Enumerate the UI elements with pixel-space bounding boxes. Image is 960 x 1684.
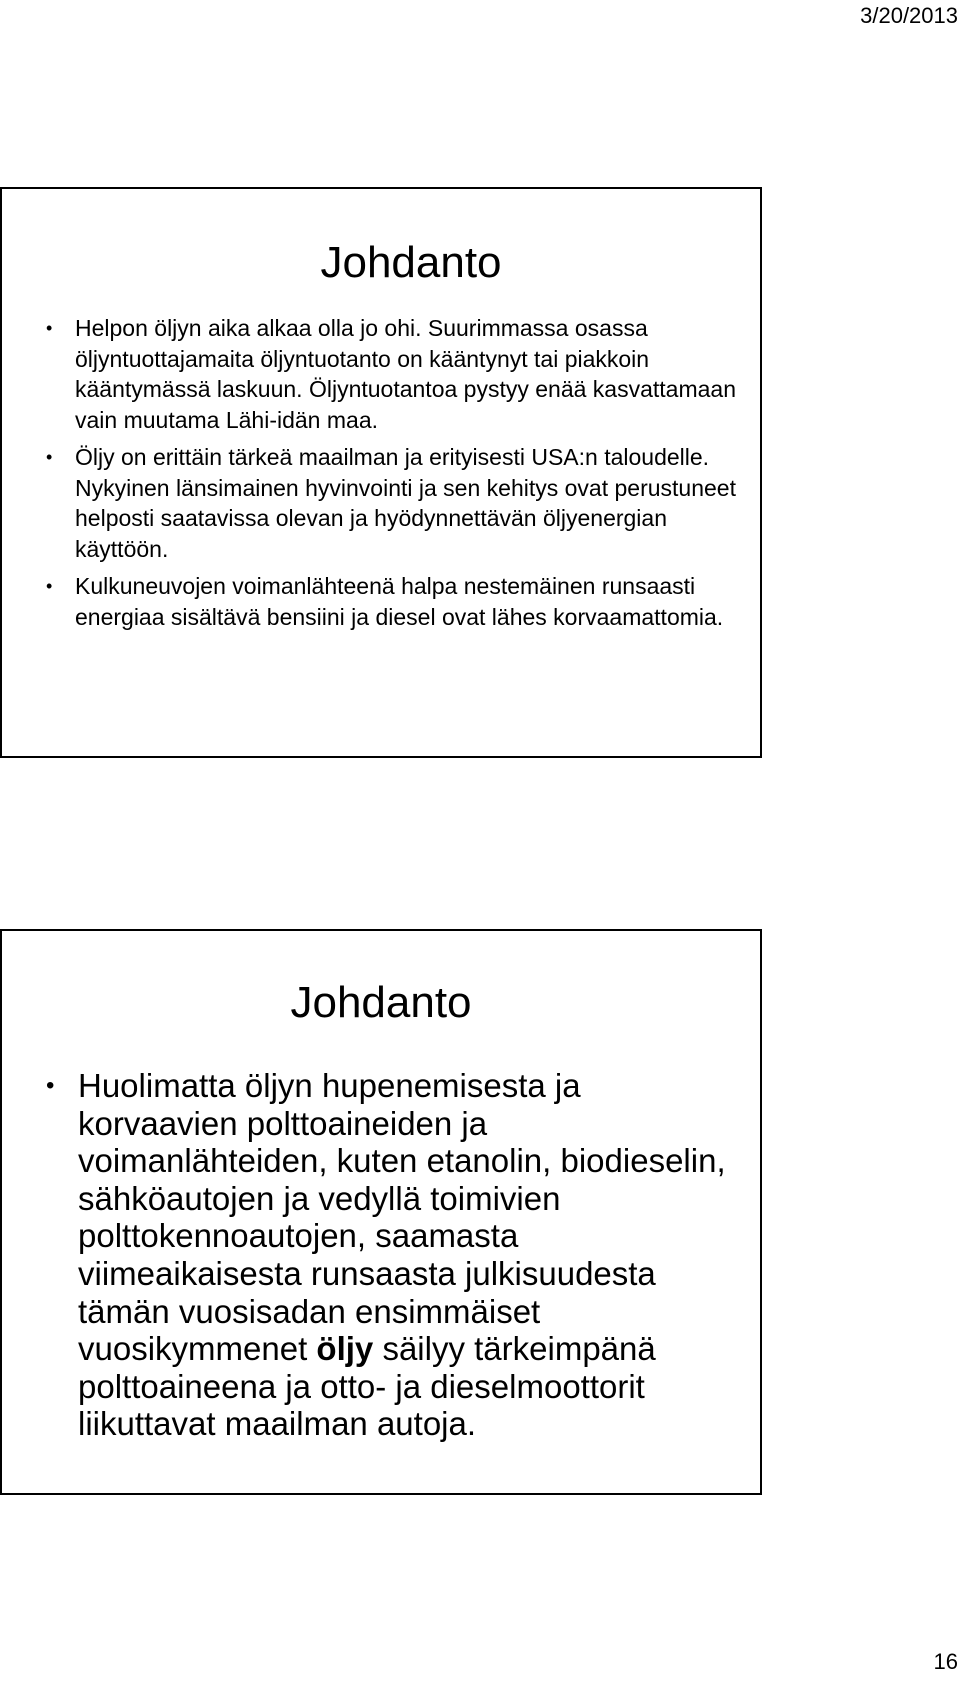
slide-1 <box>0 187 762 758</box>
bullet-item <box>46 442 740 564</box>
slide-title: Johdanto <box>290 978 472 1027</box>
bullet-list <box>2 313 760 632</box>
bullet-text: Kulkuneuvojen voimanlähteenä halpa nestemäinen runsaasti energiaa sisältävä bensiini ja diesel ovat lähes korvaamattomia. <box>75 573 724 630</box>
bullet-item <box>46 571 740 632</box>
bullet-text: Öljy on erittäin tärkeä maailman ja erityisesti USA:n taloudelle. Nykyinen länsimainen hyvinvointi ja sen kehitys ovat perustuneet helposti saatavissa olevan ja hyödynnettävän öljyenergian käyttöön. <box>75 444 736 562</box>
slide-2 <box>0 929 762 1495</box>
page-number: 16 <box>933 1649 958 1674</box>
bullet-dot-icon: • <box>46 1072 55 1099</box>
header-date: 3/20/2013 <box>860 3 958 28</box>
bullet-dot-icon: • <box>46 576 53 596</box>
bullet-dot-icon: • <box>46 318 53 338</box>
bullet-text-after: säilyy tärkeimpänä polttoaineena ja otto- ja dieselmoottorit liikuttavat maailman autoja. <box>78 1330 656 1443</box>
bullet-item <box>46 1067 740 1443</box>
slide-title: Johdanto <box>320 238 502 287</box>
bullet-text-before: Huolimatta öljyn hupenemisesta ja korvaavien polttoaineiden ja voimanlähteiden, kuten etanolin, biodieselin, sähköautojen ja vedyllä toimivien polttokennoautojen, saamasta viimeaikaisesta runsaasta julkisuudesta tämän vuosisadan ensimmäiset vuosikymmenet <box>78 1067 726 1368</box>
bullet-list <box>2 1067 760 1443</box>
bullet-dot-icon: • <box>46 447 53 467</box>
bullet-text: Helpon öljyn aika alkaa olla jo ohi. Suurimmassa osassa öljyntuottajamaita öljyntuotanto on kääntynyt tai piakkoin kääntymässä laskuun. Öljyntuotantoa pystyy enää kasvattamaan vain muutama Lähi-idän maa. <box>75 315 736 433</box>
bullet-text-bold: öljy <box>316 1330 374 1368</box>
bullet-item <box>46 313 740 435</box>
